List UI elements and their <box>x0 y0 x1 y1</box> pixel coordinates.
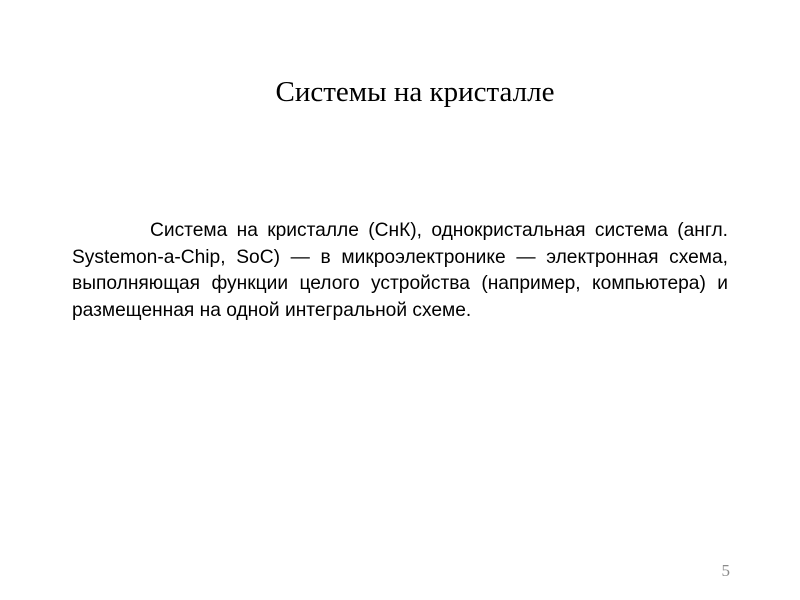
page-number: 5 <box>721 561 730 580</box>
slide-body-text: Система на кристалле (СнК), однокристальная система (англ. Systemon-a-Chip, SoC) — в микроэлектронике — электронная схема, выполняющая функции целого устройства (например, компьютера) и размещенная на одной интегральной схеме. <box>72 220 728 321</box>
slide-title: Системы на кристалле <box>275 76 555 108</box>
